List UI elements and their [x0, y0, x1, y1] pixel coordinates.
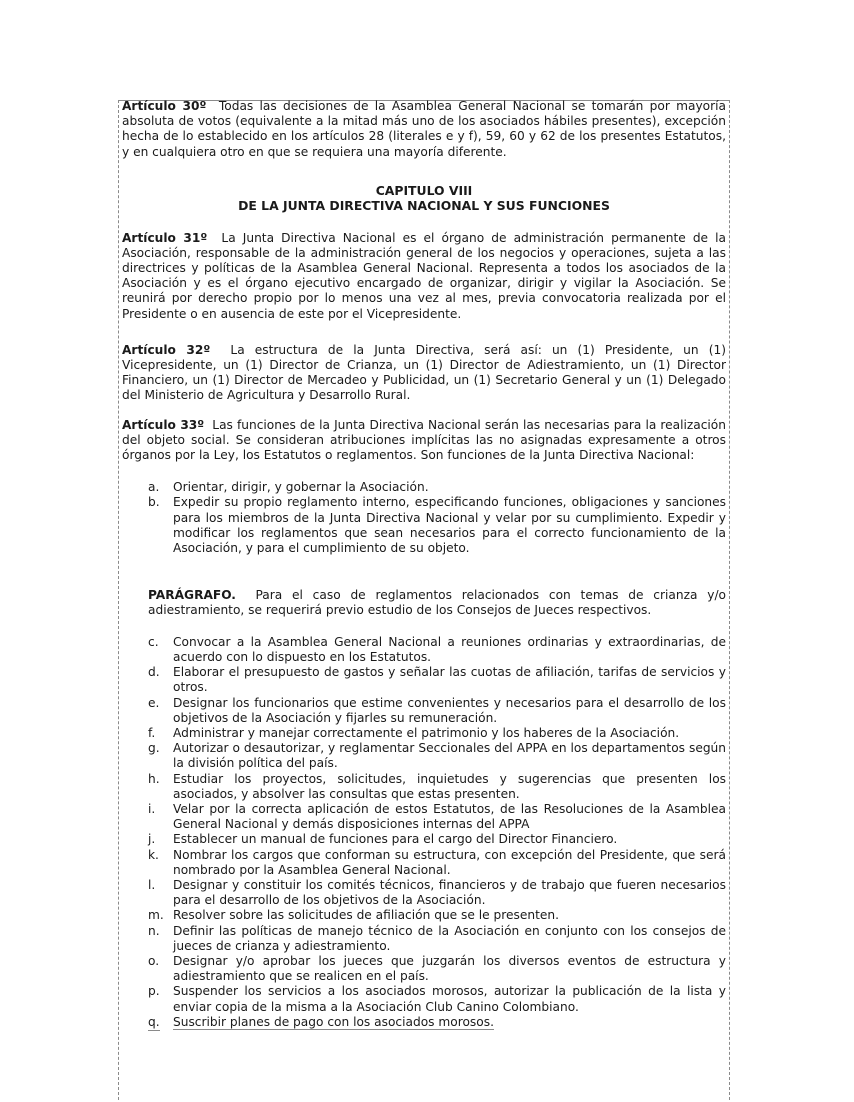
- article-31-title: Artículo 31º: [122, 230, 208, 245]
- chapter-heading: [122, 183, 726, 214]
- document-body: [122, 99, 726, 1030]
- article-32-title: Artículo 32º: [122, 342, 211, 357]
- list-item: k. Nombrar los cargos que conforman su estructura, con excepción del Presidente, que será nombrado por la Asamblea General Nacional.: [148, 847, 726, 877]
- chapter-title: DE LA JUNTA DIRECTIVA NACIONAL Y SUS FUNCIONES: [238, 198, 610, 214]
- list-item: b. Expedir su propio reglamento interno, especificando funciones, obligaciones y sanciones para los miembros de la Junta Directiva Nacional y velar por su cumplimiento. Expedir y modificar los reglamentos que sean necesarios para el correcto funcionamiento de la Asociación, y para el cumplimiento de su objeto.: [148, 495, 726, 556]
- functions-list-first: [122, 480, 726, 556]
- list-item: d. Elaborar el presupuesto de gastos y señalar las cuotas de afiliación, tarifas de servicios y otros.: [148, 665, 726, 695]
- list-item: m. Resolver sobre las solicitudes de afiliación que se le presenten.: [148, 908, 559, 923]
- list-item: e. Designar los funcionarios que estime convenientes y necesarios para el desarrollo de los objetivos de la Asociación y fijarles su remuneración.: [148, 695, 726, 725]
- chapter-number: CAPITULO VIII: [375, 182, 473, 198]
- article-33: [122, 418, 726, 464]
- list-item: c. Convocar a la Asamblea General Nacional a reuniones ordinarias y extraordinarias, de acuerdo con lo dispuesto en los Estatutos.: [148, 634, 726, 664]
- functions-list-second: [122, 635, 726, 1030]
- list-item: j. Establecer un manual de funciones para el cargo del Director Financiero.: [148, 832, 618, 847]
- list-item: n. Definir las políticas de manejo técnico de la Asociación en conjunto con los consejos de jueces de crianza y adiestramiento.: [148, 923, 726, 953]
- list-item: p. Suspender los servicios a los asociados morosos, autorizar la publicación de la lista y enviar copia de la misma a la Asociación Club Canino Colombiano.: [148, 984, 726, 1014]
- list-item: o. Designar y/o aprobar los jueces que juzgarán los diversos eventos de estructura y adiestramiento que se realicen en el país.: [148, 953, 726, 984]
- article-31: [122, 231, 726, 322]
- list-item: q. Suscribir planes de pago con los asociados morosos.: [122, 1015, 726, 1030]
- paragrafo-text: Para el caso de reglamentos relacionados con temas de crianza y/o adiestramiento, se requerirá previo estudio de los Consejos de Jueces respectivos.: [148, 588, 727, 618]
- list-item: h. Estudiar los proyectos, solicitudes, inquietudes y sugerencias que presenten los asociados, y absolver las consultas que estas presenten.: [148, 771, 726, 801]
- article-30-title: Artículo 30º: [122, 99, 207, 113]
- list-item: g. Autorizar o desautorizar, y reglamentar Seccionales del APPA en los departamentos según la división política del país.: [148, 741, 726, 771]
- article-33-text: Las funciones de la Junta Directiva Nacional serán las necesarias para la realización del objeto social. Se consideran atribuciones implícitas las no asignadas expresamente a otros órganos por la Ley, los Estatutos o reglamentos. Son funciones de la Junta Directiva Nacional:: [122, 417, 726, 463]
- article-33-title: Artículo 33º: [122, 417, 205, 432]
- list-item: a. Orientar, dirigir, y gobernar la Asociación.: [148, 480, 429, 495]
- list-item: i. Velar por la correcta aplicación de estos Estatutos, de las Resoluciones de la Asamblea General Nacional y demás disposiciones internas del APPA: [148, 801, 726, 832]
- article-30-text: Todas las decisiones de la Asamblea General Nacional se tomarán por mayoría absoluta de votos (equivalente a la mitad más uno de los asociados hábiles presentes), excepción hecha de lo establecido en los artículos 28 (literales e y f), 59, 60 y 62 de los presentes Estatutos, y en cualquiera otro en que se requiera una mayoría diferente.: [122, 99, 726, 159]
- list-item: l. Designar y constituir los comités técnicos, financieros y de trabajo que fueren necesarios para el desarrollo de los objetivos de la Asociación.: [148, 877, 726, 908]
- article-30: [122, 99, 726, 160]
- paragrafo: [122, 588, 726, 618]
- article-32: [122, 343, 726, 404]
- paragrafo-title: PARÁGRAFO.: [148, 588, 236, 603]
- article-32-text: La estructura de la Junta Directiva, será así: un (1) Presidente, un (1) Vicepresidente, un (1) Director de Crianza, un (1) Director de Adiestramiento, un (1) Director Financiero, un (1) Director de Mercadeo y Publicidad, un (1) Secretario General y un (1) Delegado del Ministerio de Agricultura y Desarrollo Rural.: [122, 342, 726, 403]
- list-item: f. Administrar y manejar correctamente el patrimonio y los haberes de la Asociación.: [148, 725, 680, 740]
- article-31-text: La Junta Directiva Nacional es el órgano de administración permanente de la Asociación, responsable de la administración general de los negocios y operaciones, sujeta a las directrices y políticas de la Asamblea General Nacional. Representa a todos los asociados de la Asociación y es el órgano ejecutivo encargado de organizar, dirigir y vigilar la Asociación. Se reunirá por derecho propio por lo menos una vez al mes, previa convocatoria realizada por el Presidente o en ausencia de este por el Vicepresidente.: [122, 230, 727, 321]
